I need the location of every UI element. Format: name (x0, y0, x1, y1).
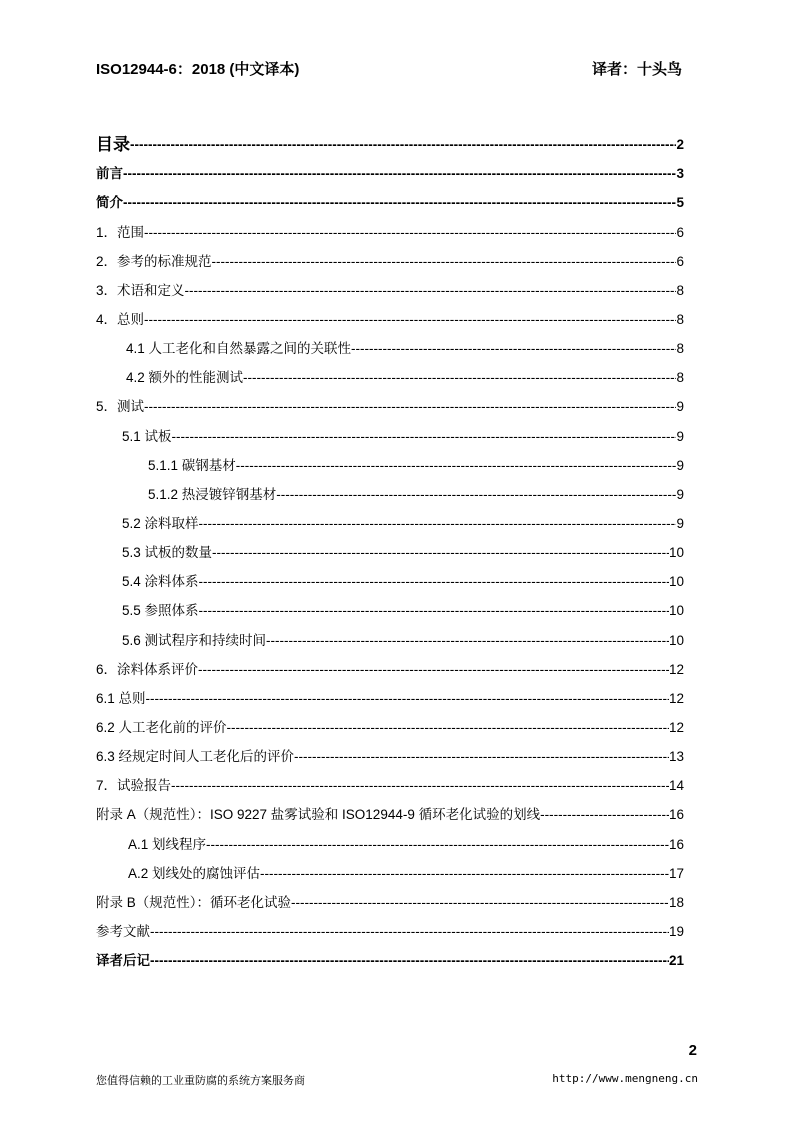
toc-leader (227, 718, 669, 738)
toc-entry-page: 12 (668, 661, 684, 677)
toc-entry-6[interactable] (96, 651, 684, 680)
toc-leader (185, 281, 677, 301)
toc-entry-7[interactable] (96, 767, 684, 796)
toc-entry-label: 6.2 人工老化前的评价 (96, 719, 227, 735)
page-number: 2 (688, 1042, 697, 1059)
toc-entry-label: 3．术语和定义 (96, 282, 185, 298)
toc-entry-label: 6.3 经规定时间人工老化后的评价 (96, 749, 295, 765)
toc-entry-page: 9 (676, 399, 684, 415)
toc-entry-page: 2 (676, 137, 684, 153)
toc-entry-1[interactable] (96, 213, 684, 242)
toc-entry-page: 6 (676, 253, 684, 269)
toc-entry-label: 5.4 涂料体系 (122, 574, 199, 590)
toc-leader (144, 397, 676, 417)
toc-entry-page: 17 (668, 865, 684, 881)
toc-entry-5-3[interactable] (96, 534, 684, 563)
toc-entry-label: 简介 (96, 195, 123, 211)
toc-leader (144, 310, 676, 330)
toc-leader (351, 339, 676, 359)
toc-leader (540, 805, 669, 825)
toc-leader (212, 252, 677, 272)
toc-entry-5[interactable] (96, 388, 684, 417)
toc-entry-5-2[interactable] (96, 505, 684, 534)
toc-leader (199, 514, 677, 534)
toc-entry-4-1[interactable] (96, 330, 684, 359)
toc-entry-page: 19 (668, 923, 684, 939)
toc-leader (199, 572, 669, 592)
toc-entry-page: 9 (676, 486, 684, 502)
toc-entry-page: 10 (668, 603, 684, 619)
toc-entry-6-3[interactable] (96, 738, 684, 767)
toc-leader (260, 864, 669, 884)
toc-entry-page: 10 (668, 545, 684, 561)
toc-leader (150, 922, 669, 942)
toc-entry-page: 9 (676, 515, 684, 531)
footer-slogan: 您值得信赖的工业重防腐的系统方案服务商 (96, 1074, 305, 1087)
toc-leader (150, 951, 669, 971)
toc-entry-a-2[interactable] (96, 855, 684, 884)
toc-entry-label: 5.1.1 碳钢基材 (148, 457, 236, 473)
toc-entry-4[interactable] (96, 301, 684, 330)
toc-entry-page: 6 (676, 224, 684, 240)
toc-entry-label: 5.3 试板的数量 (122, 545, 213, 561)
toc-entry-introduction[interactable] (96, 184, 684, 213)
toc-entry-label: 5.5 参照体系 (122, 603, 199, 619)
toc-leader (266, 631, 669, 651)
toc-entry-5-6[interactable] (96, 621, 684, 650)
toc-entry-label: 5．测试 (96, 399, 145, 415)
toc-entry-annex-b[interactable] (96, 884, 684, 913)
toc-leader (198, 660, 669, 680)
toc-leader (212, 543, 669, 563)
toc-entry-5-5[interactable] (96, 592, 684, 621)
toc-entry-label: 1．范围 (96, 224, 145, 240)
toc-entry-label: 5.1 试板 (122, 428, 172, 444)
toc-entry-page: 18 (668, 894, 684, 910)
toc-entry-label: 4.1 人工老化和自然暴露之间的关联性 (126, 341, 352, 357)
toc-entry-3[interactable] (96, 272, 684, 301)
toc-entry-5-4[interactable] (96, 563, 684, 592)
toc-entry-page: 9 (676, 428, 684, 444)
toc-entry-label: 5.6 测试程序和持续时间 (122, 632, 267, 648)
toc-leader (199, 601, 669, 621)
footer-url[interactable]: http://www.mengneng.cn (552, 1072, 698, 1085)
toc-entry-label: 附录 B（规范性）：循环老化试验 (96, 894, 292, 910)
toc-leader (172, 427, 677, 447)
toc-entry-2[interactable] (96, 243, 684, 272)
toc-entry-label: 4．总则 (96, 311, 145, 327)
toc-entry-page: 3 (676, 166, 684, 182)
toc-leader (294, 747, 669, 767)
toc-entry-page: 12 (668, 719, 684, 735)
toc-entry-label: 前言 (96, 166, 123, 182)
toc-entry-page: 8 (676, 341, 684, 357)
toc-entry-afterword[interactable] (96, 942, 684, 971)
toc-leader (243, 368, 676, 388)
toc-entry-label: 5.1.2 热浸镀锌钢基材 (148, 486, 277, 502)
toc-entry-page: 8 (676, 282, 684, 298)
toc-entry-page: 8 (676, 311, 684, 327)
toc-entry-label: 2．参考的标准规范 (96, 253, 212, 269)
toc-entry-page: 14 (668, 778, 684, 794)
toc-leader (130, 135, 676, 155)
toc-entry-label: 6.1 总则 (96, 690, 146, 706)
toc-entry-a-1[interactable] (96, 825, 684, 854)
table-of-contents (96, 126, 684, 971)
toc-entry-page: 12 (668, 690, 684, 706)
toc-entry-foreword[interactable] (96, 155, 684, 184)
toc-leader (291, 893, 669, 913)
toc-entry-bibliography[interactable] (96, 913, 684, 942)
toc-entry-label: A.2 划线处的腐蚀评估 (128, 865, 261, 881)
toc-leader (123, 164, 676, 184)
toc-entry-page: 5 (676, 195, 684, 211)
toc-entry-page: 10 (668, 632, 684, 648)
toc-entry-contents[interactable] (96, 126, 684, 155)
toc-entry-label: A.1 划线程序 (128, 836, 207, 852)
toc-entry-page: 16 (668, 836, 684, 852)
toc-entry-6-1[interactable] (96, 680, 684, 709)
toc-leader (123, 193, 676, 213)
toc-leader (276, 485, 676, 505)
toc-entry-6-2[interactable] (96, 709, 684, 738)
toc-entry-label: 附录 A（规范性）：ISO 9227 盐雾试验和 ISO12944-9 循环老化试验的划线 (96, 807, 541, 823)
toc-entry-page: 13 (668, 749, 684, 765)
toc-entry-page: 21 (668, 953, 684, 969)
toc-entry-4-2[interactable] (96, 359, 684, 388)
toc-entry-page: 16 (668, 807, 684, 823)
translator-credit: 译者：十头鸟 (591, 60, 682, 78)
toc-entry-label: 4.2 额外的性能测试 (126, 370, 244, 386)
toc-leader (144, 223, 676, 243)
document-title: ISO12944-6：2018 (中文译本) (96, 61, 300, 78)
toc-leader (171, 776, 669, 796)
page-footer (96, 1072, 698, 1090)
toc-entry-5-1-1[interactable] (96, 447, 684, 476)
toc-entry-5-1-2[interactable] (96, 476, 684, 505)
toc-entry-page: 9 (676, 457, 684, 473)
toc-entry-label: 7．试验报告 (96, 778, 172, 794)
toc-entry-annex-a[interactable] (96, 796, 684, 825)
toc-entry-label: 目录 (96, 135, 130, 155)
toc-leader (146, 689, 669, 709)
toc-leader (206, 835, 669, 855)
toc-entry-label: 译者后记 (96, 953, 150, 969)
toc-entry-5-1[interactable] (96, 417, 684, 446)
toc-entry-page: 8 (676, 370, 684, 386)
toc-entry-label: 参考文献 (96, 923, 150, 939)
toc-entry-page: 10 (668, 574, 684, 590)
toc-leader (236, 456, 677, 476)
toc-entry-label: 5.2 涂料取样 (122, 515, 199, 531)
page-header (96, 58, 682, 80)
toc-entry-label: 6．涂料体系评价 (96, 661, 199, 677)
